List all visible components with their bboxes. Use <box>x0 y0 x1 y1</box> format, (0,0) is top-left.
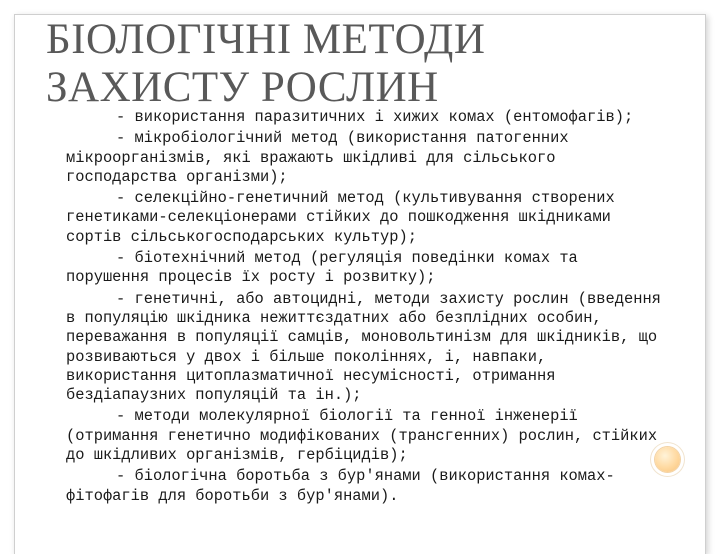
paragraph-selection-genetic-method: - селекційно-генетичний метод (культивування створених генетиками-селекціонерами стійких до пошкодження шкідниками сортів сільськогосподарських культур); <box>66 189 615 246</box>
paragraph-molecular-biology-methods: - методи молекулярної біології та генної інженерії (отримання генетично модифікованих (трансгенних) рослин, стійких до шкідливих організмів, гербіцидів); <box>66 407 658 465</box>
paragraph-weed-control: - біологічна боротьба з бур'янами (використання комах-фітофагів для боротьби з бур'янами). <box>66 467 615 505</box>
slide-body <box>66 108 666 508</box>
paragraph-genetic-autocide-methods: - генетичні, або автоцидні, методи захисту рослин (введення в популяцію шкідника нежиттєздатних або безплідних особин, переважання в популяції самців, моновольтинізм для шкідників, що розвиваються у двох і більше поколіннях, і, навпаки, використання цитоплазматичної несумісності, отримання бездіапаузних популяцій та ін.); <box>66 289 661 405</box>
title-line-1: БІОЛОГІЧНІ МЕТОДИ <box>46 16 486 63</box>
paragraph-biotechnical-method: - біотехнічний метод (регуляція поведінки комах та порушення процесів їх росту і розвитку); <box>66 249 578 287</box>
title-line-2: ЗАХИСТУ РОСЛИН <box>46 64 439 111</box>
slide-title <box>46 16 506 112</box>
decorative-circle-icon <box>655 447 680 472</box>
paragraph-microbiological-method: - мікробіологічний метод (використання патогенних мікроорганізмів, які вражають шкідливі для сільського господарства організми); <box>66 129 569 186</box>
paragraph-parasitic-insects: - використання паразитичних і хижих комах (ентомофагів); <box>116 108 634 126</box>
